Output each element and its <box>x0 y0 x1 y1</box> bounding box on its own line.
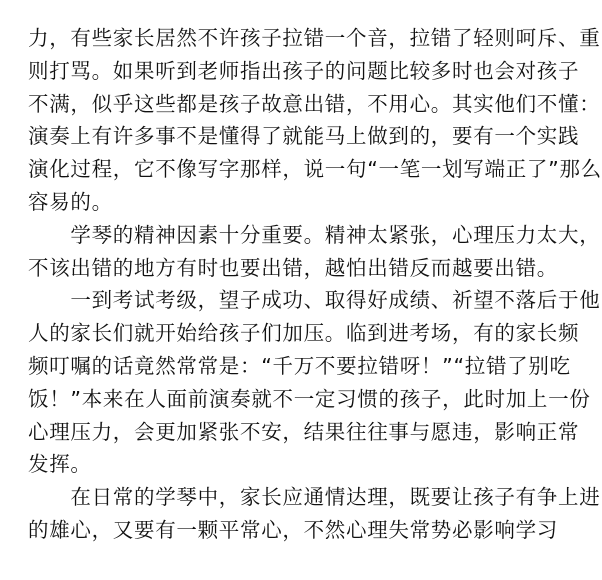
text-line: 力，有些家长居然不许孩子拉错一个音，拉错了轻则呵斥、重 <box>28 26 601 50</box>
text-line: 的雄心，又要有一颗平常心，不然心理失常势必影响学习 <box>28 517 558 542</box>
text-line: 学琴的精神因素十分重要。精神太紧张，心理压力太大， <box>28 222 601 247</box>
text-line: 演化过程，它不像写字那样，说一句“一笔一划写端正了”那么 <box>28 157 602 182</box>
text-line: 演奏上有许多事不是懂得了就能马上做到的，要有一个实践 <box>28 124 580 149</box>
article-text <box>28 22 602 547</box>
text-line: 不满，似乎这些都是孩子故意出错，不用心。其实他们不懂： <box>28 91 601 116</box>
text-line: 饭！”本来在人面前演奏就不一定习惯的孩子，此时加上一份 <box>28 386 591 411</box>
text-line: 发挥。 <box>28 452 92 477</box>
text-line: 不该出错的地方有时也要出错，越怕出错反而越要出错。 <box>28 255 558 280</box>
text-line: 在日常的学琴中，家长应通情达理，既要让孩子有争上进 <box>28 485 601 510</box>
text-line: 则打骂。如果听到老师指出孩子的问题比较多时也会对孩子 <box>28 58 580 83</box>
text-line: 一到考试考级，望子成功、取得好成绩、祈望不落后于他 <box>28 288 601 313</box>
text-line: 频叮嘱的话竟然常常是：“千万不要拉错呀！”“拉错了别吃 <box>28 353 571 378</box>
text-line: 容易的。 <box>28 189 113 214</box>
text-line: 心理压力，会更加紧张不安，结果往往事与愿违，影响正常 <box>28 419 580 444</box>
text-line: 人的家长们就开始给孩子们加压。临到进考场，有的家长频 <box>28 321 580 346</box>
